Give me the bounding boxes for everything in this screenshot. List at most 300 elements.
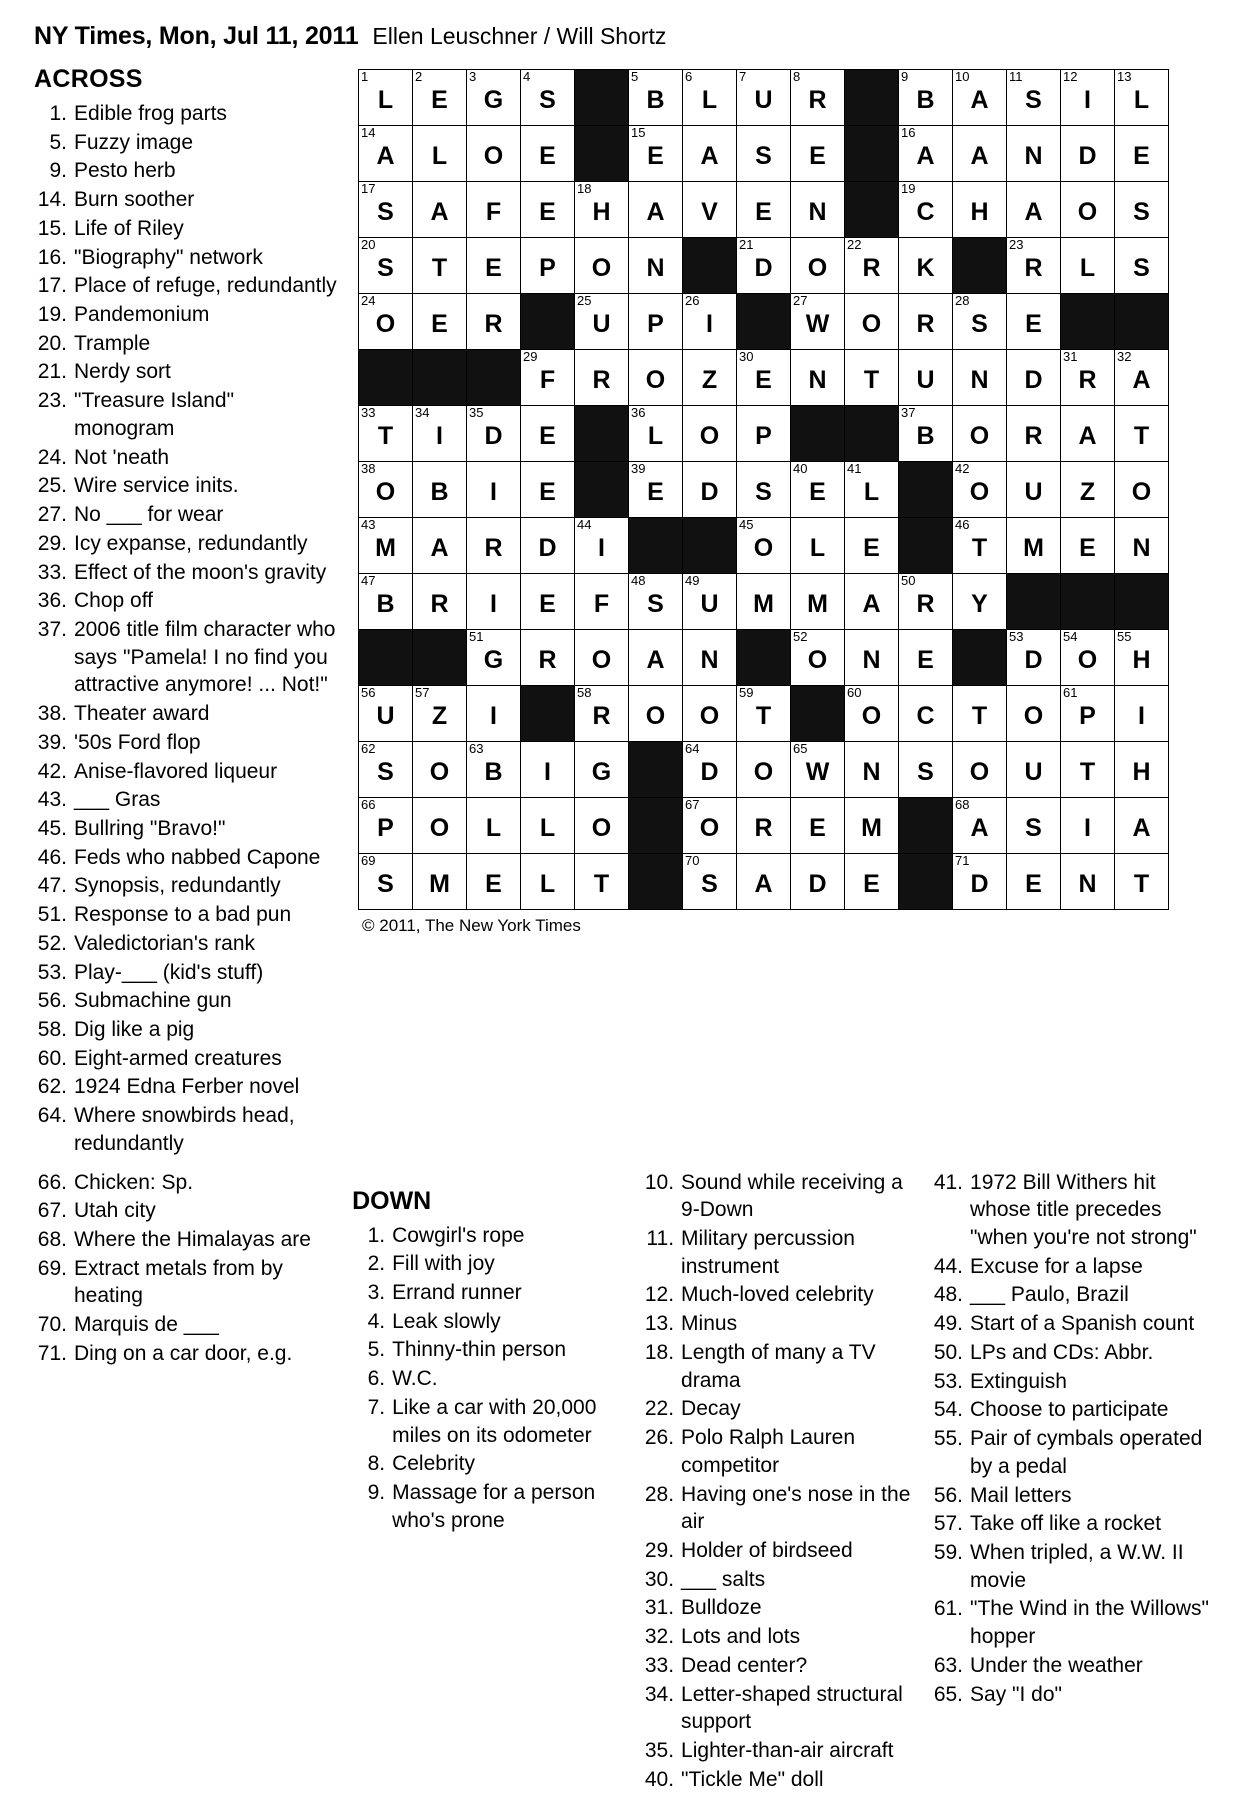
grid-cell-letter: M: [375, 534, 396, 562]
grid-cell[interactable]: [737, 742, 791, 798]
grid-cell[interactable]: [1061, 686, 1115, 742]
grid-cell[interactable]: [791, 126, 845, 182]
grid-cell[interactable]: [521, 798, 575, 854]
grid-cell[interactable]: [899, 70, 953, 126]
grid-cell-letter: F: [593, 590, 610, 618]
clue-number: 3.: [367, 1281, 386, 1305]
grid-cell[interactable]: [683, 70, 737, 126]
grid-cell[interactable]: [1115, 70, 1169, 126]
grid-cell[interactable]: [413, 238, 467, 294]
clue-number: 55.: [933, 1427, 964, 1451]
grid-cell[interactable]: [575, 574, 629, 630]
grid-cell-number: 17: [361, 181, 376, 196]
grid-cell[interactable]: [953, 742, 1007, 798]
clue-text: "The Wind in the Willows" hopper: [970, 1597, 1209, 1649]
grid-cell-number: 32: [1117, 349, 1132, 364]
grid-cell[interactable]: [899, 238, 953, 294]
grid-cell[interactable]: [737, 462, 791, 518]
grid-cell[interactable]: [953, 294, 1007, 350]
crossword-grid[interactable]: [358, 69, 1169, 910]
grid-cell[interactable]: [575, 686, 629, 742]
clue-item: [34, 930, 340, 958]
grid-cell-letter: A: [970, 86, 989, 114]
grid-cell[interactable]: [791, 518, 845, 574]
grid-cell[interactable]: [1007, 854, 1061, 910]
grid-cell[interactable]: [737, 350, 791, 406]
grid-cell-letter: N: [700, 646, 719, 674]
grid-cell[interactable]: [953, 70, 1007, 126]
grid-cell-letter: A: [970, 814, 989, 842]
clue-text: Mail letters: [970, 1483, 1072, 1507]
grid-cell[interactable]: [575, 742, 629, 798]
clue-text: 2006 title film character who says "Pamela! I no find you attractive anymore! ... Not!": [74, 617, 336, 697]
grid-cell[interactable]: [575, 238, 629, 294]
grid-block-cell: [521, 686, 575, 742]
clue-number: 29.: [644, 1538, 675, 1562]
grid-cell[interactable]: [1115, 350, 1169, 406]
grid-cell[interactable]: [467, 182, 521, 238]
grid-cell[interactable]: [521, 630, 575, 686]
clue-number: 12.: [644, 1283, 675, 1307]
clue-text: "Biography" network: [74, 245, 263, 269]
grid-cell[interactable]: [575, 798, 629, 854]
clue-text: Fill with joy: [392, 1252, 495, 1276]
grid-cell-number: 51: [469, 629, 484, 644]
grid-cell[interactable]: [359, 742, 413, 798]
grid-cell[interactable]: [791, 742, 845, 798]
grid-cell-number: 43: [361, 517, 376, 532]
clue-number: 48.: [933, 1283, 964, 1307]
grid-cell[interactable]: [1007, 294, 1061, 350]
grid-cell[interactable]: [575, 518, 629, 574]
grid-cell[interactable]: [737, 238, 791, 294]
grid-cell[interactable]: [683, 854, 737, 910]
grid-cell-letter: L: [647, 422, 664, 450]
grid-cell[interactable]: [629, 70, 683, 126]
grid-cell-number: 6: [685, 69, 693, 84]
clue-text: Anise-flavored liqueur: [74, 759, 278, 783]
clue-number: 63.: [933, 1653, 964, 1677]
grid-cell[interactable]: [953, 854, 1007, 910]
grid-cell[interactable]: [953, 462, 1007, 518]
grid-cell[interactable]: [1115, 462, 1169, 518]
grid-cell[interactable]: [899, 182, 953, 238]
grid-cell-letter: I: [490, 590, 497, 618]
grid-cell[interactable]: [467, 294, 521, 350]
grid-cell[interactable]: [683, 350, 737, 406]
grid-cell-number: 59: [739, 685, 754, 700]
grid-cell[interactable]: [1007, 70, 1061, 126]
grid-cell[interactable]: [521, 350, 575, 406]
grid-cell[interactable]: [575, 350, 629, 406]
grid-cell[interactable]: [521, 182, 575, 238]
grid-cell[interactable]: [1007, 630, 1061, 686]
grid-cell[interactable]: [737, 70, 791, 126]
grid-cell[interactable]: [953, 574, 1007, 630]
clue-number: 46.: [37, 845, 67, 869]
grid-cell[interactable]: [629, 294, 683, 350]
grid-cell[interactable]: [953, 406, 1007, 462]
grid-cell[interactable]: [899, 630, 953, 686]
grid-cell[interactable]: [359, 462, 413, 518]
grid-cell[interactable]: [1007, 182, 1061, 238]
grid-cell[interactable]: [1061, 126, 1115, 182]
grid-cell[interactable]: [1061, 462, 1115, 518]
grid-cell-letter: E: [431, 86, 448, 114]
across-clue-list-2: [34, 1169, 338, 1368]
grid-cell-number: 38: [361, 461, 376, 476]
grid-block-cell: [575, 70, 629, 126]
grid-block-cell: [575, 126, 629, 182]
clue-text: Pair of cymbals operated by a pedal: [970, 1427, 1203, 1478]
grid-cell-number: 12: [1063, 69, 1078, 84]
grid-cell-letter: D: [700, 758, 719, 786]
grid-cell[interactable]: [575, 630, 629, 686]
grid-cell[interactable]: [953, 798, 1007, 854]
grid-cell[interactable]: [1115, 854, 1169, 910]
grid-cell[interactable]: [791, 294, 845, 350]
grid-cell-number: 29: [523, 349, 538, 364]
grid-cell[interactable]: [1007, 350, 1061, 406]
grid-cell-number: 27: [793, 293, 808, 308]
grid-cell[interactable]: [899, 574, 953, 630]
grid-cell[interactable]: [413, 798, 467, 854]
grid-cell[interactable]: [629, 574, 683, 630]
grid-cell[interactable]: [1061, 854, 1115, 910]
grid-cell[interactable]: [791, 182, 845, 238]
grid-cell[interactable]: [899, 350, 953, 406]
grid-cell[interactable]: [1061, 70, 1115, 126]
grid-cell[interactable]: [629, 462, 683, 518]
grid-cell[interactable]: [791, 70, 845, 126]
grid-cell-letter: U: [916, 366, 935, 394]
clue-item: [34, 387, 340, 442]
clue-number: 9.: [49, 159, 67, 183]
grid-cell-letter: A: [1024, 198, 1043, 226]
grid-cell[interactable]: [845, 518, 899, 574]
clue-item: [34, 959, 340, 987]
grid-cell[interactable]: [413, 686, 467, 742]
grid-cell[interactable]: [467, 462, 521, 518]
grid-cell[interactable]: [1115, 798, 1169, 854]
bottom-column-1: [34, 1169, 352, 1794]
grid-block-cell: [359, 350, 413, 406]
grid-cell-number: 57: [415, 685, 430, 700]
grid-cell[interactable]: [899, 126, 953, 182]
clue-number: 64.: [37, 1104, 67, 1128]
clue-number: 9.: [367, 1481, 386, 1505]
grid-cell-letter: E: [539, 142, 556, 170]
grid-cell[interactable]: [791, 350, 845, 406]
grid-cell[interactable]: [413, 518, 467, 574]
grid-cell[interactable]: [899, 742, 953, 798]
grid-cell[interactable]: [359, 854, 413, 910]
grid-cell[interactable]: [1115, 742, 1169, 798]
grid-cell-letter: R: [916, 590, 935, 618]
across-clues-column-1: [30, 65, 340, 1159]
grid-cell[interactable]: [359, 238, 413, 294]
grid-cell[interactable]: [359, 406, 413, 462]
grid-cell[interactable]: [467, 854, 521, 910]
clue-item: [930, 1652, 1211, 1680]
grid-cell-letter: O: [591, 254, 612, 282]
grid-cell-number: 3: [469, 69, 477, 84]
grid-cell[interactable]: [413, 462, 467, 518]
grid-cell[interactable]: [953, 126, 1007, 182]
grid-cell[interactable]: [845, 686, 899, 742]
grid-cell[interactable]: [521, 126, 575, 182]
grid-cell-letter: N: [862, 758, 881, 786]
grid-cell[interactable]: [521, 406, 575, 462]
grid-cell[interactable]: [1061, 518, 1115, 574]
grid-cell[interactable]: [359, 126, 413, 182]
grid-cell[interactable]: [791, 462, 845, 518]
clue-text: Holder of birdseed: [681, 1538, 853, 1562]
grid-cell[interactable]: [737, 686, 791, 742]
grid-block-cell: [629, 854, 683, 910]
grid-cell[interactable]: [845, 462, 899, 518]
grid-cell[interactable]: [845, 574, 899, 630]
grid-cell[interactable]: [1115, 126, 1169, 182]
grid-cell[interactable]: [467, 630, 521, 686]
grid-cell[interactable]: [1007, 406, 1061, 462]
grid-cell[interactable]: [683, 798, 737, 854]
grid-cell[interactable]: [845, 742, 899, 798]
grid-cell[interactable]: [683, 126, 737, 182]
clue-number: 23.: [37, 389, 67, 413]
clue-item: [641, 1766, 922, 1794]
grid-cell[interactable]: [683, 406, 737, 462]
grid-cell[interactable]: [467, 126, 521, 182]
grid-row: [359, 238, 1169, 294]
grid-cell[interactable]: [521, 742, 575, 798]
grid-cell[interactable]: [683, 686, 737, 742]
grid-row: [359, 686, 1169, 742]
grid-cell[interactable]: [413, 294, 467, 350]
grid-cell[interactable]: [359, 294, 413, 350]
grid-cell-number: 14: [361, 125, 376, 140]
grid-cell[interactable]: [683, 462, 737, 518]
grid-cell[interactable]: [629, 350, 683, 406]
grid-cell[interactable]: [1061, 630, 1115, 686]
grid-cell[interactable]: [359, 182, 413, 238]
clue-number: 27.: [37, 503, 67, 527]
grid-cell[interactable]: [575, 294, 629, 350]
grid-cell[interactable]: [521, 462, 575, 518]
grid-cell[interactable]: [899, 686, 953, 742]
clue-text: Chicken: Sp.: [74, 1170, 194, 1194]
down-clue-list-1: [352, 1222, 633, 1535]
grid-cell[interactable]: [737, 518, 791, 574]
grid-cell[interactable]: [845, 350, 899, 406]
grid-cell-letter: A: [862, 590, 881, 618]
grid-cell[interactable]: [413, 182, 467, 238]
clue-number: 28.: [644, 1482, 675, 1506]
grid-cell[interactable]: [1061, 406, 1115, 462]
grid-cell[interactable]: [521, 238, 575, 294]
grid-cell[interactable]: [413, 406, 467, 462]
grid-cell[interactable]: [1007, 686, 1061, 742]
clue-text: Massage for a person who's prone: [392, 1481, 596, 1532]
grid-cell-letter: O: [591, 646, 612, 674]
grid-cell[interactable]: [629, 406, 683, 462]
grid-cell-letter: O: [807, 646, 828, 674]
grid-cell-letter: S: [755, 142, 772, 170]
grid-cell[interactable]: [737, 406, 791, 462]
grid-cell[interactable]: [467, 574, 521, 630]
copyright-notice: © 2011, The New York Times: [362, 916, 581, 935]
grid-cell[interactable]: [467, 686, 521, 742]
grid-cell[interactable]: [953, 518, 1007, 574]
grid-cell[interactable]: [359, 518, 413, 574]
grid-cell[interactable]: [1007, 126, 1061, 182]
clue-number: 56.: [37, 989, 67, 1013]
grid-cell[interactable]: [629, 126, 683, 182]
grid-cell-letter: U: [1024, 478, 1043, 506]
grid-cell[interactable]: [899, 406, 953, 462]
grid-cell[interactable]: [629, 630, 683, 686]
grid-cell[interactable]: [845, 854, 899, 910]
grid-cell[interactable]: [737, 574, 791, 630]
grid-cell-number: 49: [685, 573, 700, 588]
grid-cell[interactable]: [683, 294, 737, 350]
grid-cell[interactable]: [413, 854, 467, 910]
grid-cell[interactable]: [953, 350, 1007, 406]
clue-item: [930, 1396, 1211, 1424]
grid-cell[interactable]: [521, 518, 575, 574]
grid-cell[interactable]: [575, 854, 629, 910]
grid-cell[interactable]: [683, 630, 737, 686]
grid-cell[interactable]: [1115, 630, 1169, 686]
puzzle-header: [30, 22, 1219, 51]
grid-cell[interactable]: [791, 854, 845, 910]
grid-cell[interactable]: [575, 182, 629, 238]
grid-cell[interactable]: [1061, 238, 1115, 294]
grid-cell[interactable]: [521, 854, 575, 910]
grid-cell[interactable]: [467, 742, 521, 798]
clue-item: [641, 1424, 922, 1479]
clue-item: [641, 1225, 922, 1280]
grid-cell[interactable]: [467, 70, 521, 126]
grid-cell[interactable]: [683, 742, 737, 798]
grid-cell[interactable]: [845, 238, 899, 294]
grid-cell[interactable]: [737, 854, 791, 910]
grid-cell[interactable]: [467, 518, 521, 574]
grid-cell[interactable]: [467, 406, 521, 462]
grid-cell[interactable]: [1007, 238, 1061, 294]
clue-item: [34, 587, 340, 615]
grid-cell[interactable]: [737, 126, 791, 182]
grid-cell[interactable]: [1115, 518, 1169, 574]
clue-number: 32.: [644, 1625, 675, 1649]
grid-row: [359, 182, 1169, 238]
grid-cell-letter: L: [431, 142, 448, 170]
grid-cell-letter: U: [754, 86, 773, 114]
clue-number: 24.: [37, 445, 67, 469]
grid-cell-letter: E: [917, 646, 934, 674]
grid-cell[interactable]: [521, 70, 575, 126]
grid-cell[interactable]: [629, 686, 683, 742]
grid-cell[interactable]: [1007, 742, 1061, 798]
clue-item: [352, 1308, 633, 1336]
grid-cell-number: 15: [631, 125, 646, 140]
grid-cell[interactable]: [683, 574, 737, 630]
clue-item: [352, 1222, 633, 1250]
grid-cell[interactable]: [899, 294, 953, 350]
grid-cell-letter: C: [916, 702, 935, 730]
grid-cell[interactable]: [845, 630, 899, 686]
grid-row: [359, 70, 1169, 126]
grid-cell-letter: O: [375, 478, 396, 506]
clue-number: 43.: [37, 788, 67, 812]
grid-cell-letter: E: [539, 590, 556, 618]
grid-cell[interactable]: [467, 798, 521, 854]
grid-cell[interactable]: [1115, 182, 1169, 238]
grid-cell-letter: S: [377, 198, 394, 226]
clue-item: [641, 1623, 922, 1651]
grid-cell[interactable]: [791, 238, 845, 294]
grid-cell[interactable]: [629, 238, 683, 294]
clue-number: 30.: [644, 1567, 675, 1591]
grid-cell-letter: A: [1132, 366, 1151, 394]
grid-cell-letter: E: [647, 142, 664, 170]
grid-cell[interactable]: [359, 686, 413, 742]
down-clue-list-2: [641, 1169, 922, 1794]
grid-cell[interactable]: [1007, 462, 1061, 518]
grid-cell-number: 65: [793, 741, 808, 756]
grid-cell[interactable]: [413, 70, 467, 126]
grid-cell[interactable]: [521, 574, 575, 630]
grid-cell[interactable]: [359, 574, 413, 630]
grid-cell[interactable]: [1061, 182, 1115, 238]
grid-cell[interactable]: [413, 574, 467, 630]
grid-cell[interactable]: [1007, 518, 1061, 574]
grid-cell[interactable]: [845, 294, 899, 350]
clue-item: [34, 987, 340, 1015]
grid-cell[interactable]: [845, 798, 899, 854]
clue-text: Military percussion instrument: [681, 1227, 855, 1278]
grid-cell[interactable]: [1115, 686, 1169, 742]
grid-cell[interactable]: [1007, 798, 1061, 854]
clue-text: When tripled, a W.W. II movie: [970, 1540, 1184, 1592]
grid-cell[interactable]: [791, 574, 845, 630]
grid-cell[interactable]: [359, 798, 413, 854]
clue-text: Synopsis, redundantly: [74, 874, 281, 898]
grid-cell[interactable]: [1115, 238, 1169, 294]
grid-cell-number: 39: [631, 461, 646, 476]
grid-cell[interactable]: [953, 182, 1007, 238]
grid-cell[interactable]: [1061, 350, 1115, 406]
grid-cell[interactable]: [737, 182, 791, 238]
grid-cell[interactable]: [359, 70, 413, 126]
grid-cell[interactable]: [629, 182, 683, 238]
grid-cell[interactable]: [1115, 406, 1169, 462]
clue-text: Leak slowly: [392, 1309, 501, 1333]
grid-cell[interactable]: [1061, 742, 1115, 798]
grid-cell[interactable]: [953, 686, 1007, 742]
grid-cell-letter: W: [805, 758, 830, 786]
grid-cell[interactable]: [467, 238, 521, 294]
grid-cell[interactable]: [737, 798, 791, 854]
grid-cell[interactable]: [413, 126, 467, 182]
grid-cell[interactable]: [791, 798, 845, 854]
clue-number: 5.: [367, 1338, 386, 1362]
grid-cell[interactable]: [791, 630, 845, 686]
grid-cell[interactable]: [413, 742, 467, 798]
grid-cell-number: 50: [901, 573, 916, 588]
grid-cell[interactable]: [683, 182, 737, 238]
grid-cell[interactable]: [1061, 798, 1115, 854]
